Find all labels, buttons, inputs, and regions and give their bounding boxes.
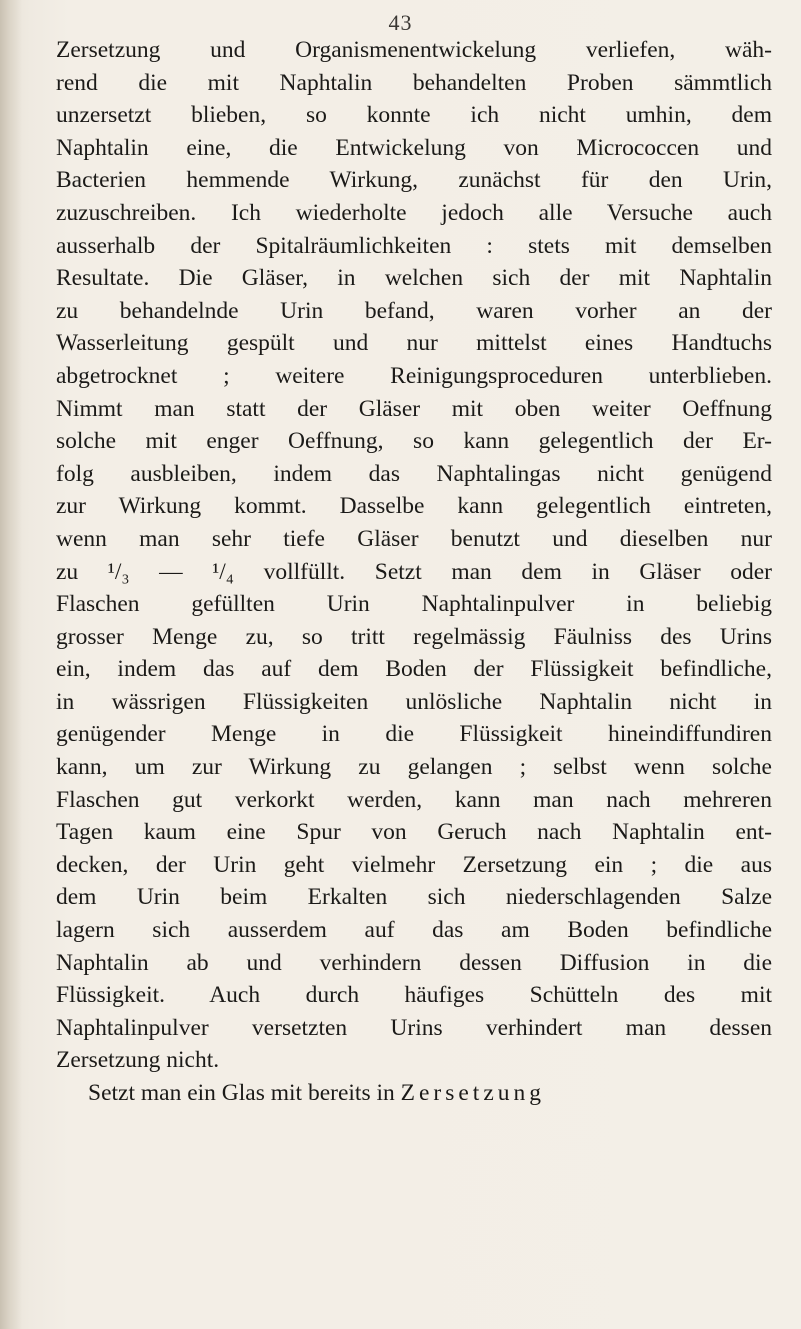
text-line: abgetrocknet ; weitere Reinigungsproceduren unterblieben. (56, 362, 772, 389)
text-line: Wasserleitung gespült und nur mittelst eines Handtuchs (56, 330, 772, 357)
paragraph-2-lead: Setzt man ein Glas mit bereits in (88, 1080, 395, 1106)
text-line: rend die mit Naphtalin behandelten Proben sämmtlich (56, 69, 772, 96)
text-line: kann, um zur Wirkung zu gelangen ; selbst wenn solche (56, 754, 772, 781)
page-spine-shadow (0, 0, 22, 1329)
text-line: Flaschen gut verkorkt werden, kann man nach mehreren (56, 786, 772, 813)
text-line: Naphtalin ab und verhindern dessen Diffusion in die (56, 949, 772, 976)
page-number: 43 (388, 10, 413, 35)
text-line: Resultate. Die Gläser, in welchen sich der mit Naphtalin (56, 265, 772, 292)
text-line: Naphtalinpulver versetzten Urins verhindert man dessen (56, 1014, 772, 1041)
text-line: folg ausbleiben, indem das Naphtalingas nicht genügend (56, 460, 772, 487)
text-line: dem Urin beim Erkalten sich niederschlagenden Salze (56, 884, 772, 911)
text-line: Flüssigkeit. Auch durch häufiges Schütteln des mit (56, 982, 772, 1009)
text-line: wenn man sehr tiefe Gläser benutzt und dieselben nur (56, 525, 772, 552)
text-line: decken, der Urin geht vielmehr Zersetzung ein ; die aus (56, 851, 772, 878)
paragraph-2-first-line (56, 1077, 772, 1110)
paragraph-1 (56, 34, 772, 1077)
text-line: zur Wirkung kommt. Dasselbe kann gelegentlich eintreten, (56, 493, 772, 520)
text-line: Bacterien hemmende Wirkung, zunächst für den Urin, (56, 167, 772, 194)
text-line: zu behandelnde Urin befand, waren vorher an der (56, 297, 772, 324)
text-line: zuzuschreiben. Ich wiederholte jedoch alle Versuche auch (56, 199, 772, 226)
text-line: Tagen kaum eine Spur von Geruch nach Naphtalin ent- (56, 819, 772, 846)
text-line: unzersetzt blieben, so konnte ich nicht umhin, dem (56, 102, 772, 129)
text-line: in wässrigen Flüssigkeiten unlösliche Naphtalin nicht in (56, 688, 772, 715)
text-line: Nimmt man statt der Gläser mit oben weiter Oeffnung (56, 395, 772, 422)
text-line: lagern sich ausserdem auf das am Boden befindliche (56, 917, 772, 944)
body-text (56, 34, 772, 1110)
paragraph-2-spaced-word: Zersetzung (400, 1080, 546, 1106)
text-line: Naphtalin eine, die Entwickelung von Micrococcen und (56, 134, 772, 161)
text-line: genügender Menge in die Flüssigkeit hineindiffundiren (56, 721, 772, 748)
text-line: Zersetzung nicht. (56, 1047, 220, 1074)
text-line: ausserhalb der Spitalräumlichkeiten : stets mit demselben (56, 232, 772, 259)
text-line: solche mit enger Oeffnung, so kann gelegentlich der Er- (56, 428, 772, 455)
text-line: grosser Menge zu, so tritt regelmässig Fäulniss des Urins (56, 623, 772, 650)
text-line: ein, indem das auf dem Boden der Flüssigkeit befindliche, (56, 656, 772, 683)
text-line: Flaschen gefüllten Urin Naphtalinpulver in beliebig (56, 591, 772, 618)
text-line: Zersetzung und Organismenentwickelung verliefen, wäh- (56, 37, 772, 63)
text-line: zu ¹/₃ — ¹/₄ vollfüllt. Setzt man dem in Gläser oder (56, 558, 772, 585)
